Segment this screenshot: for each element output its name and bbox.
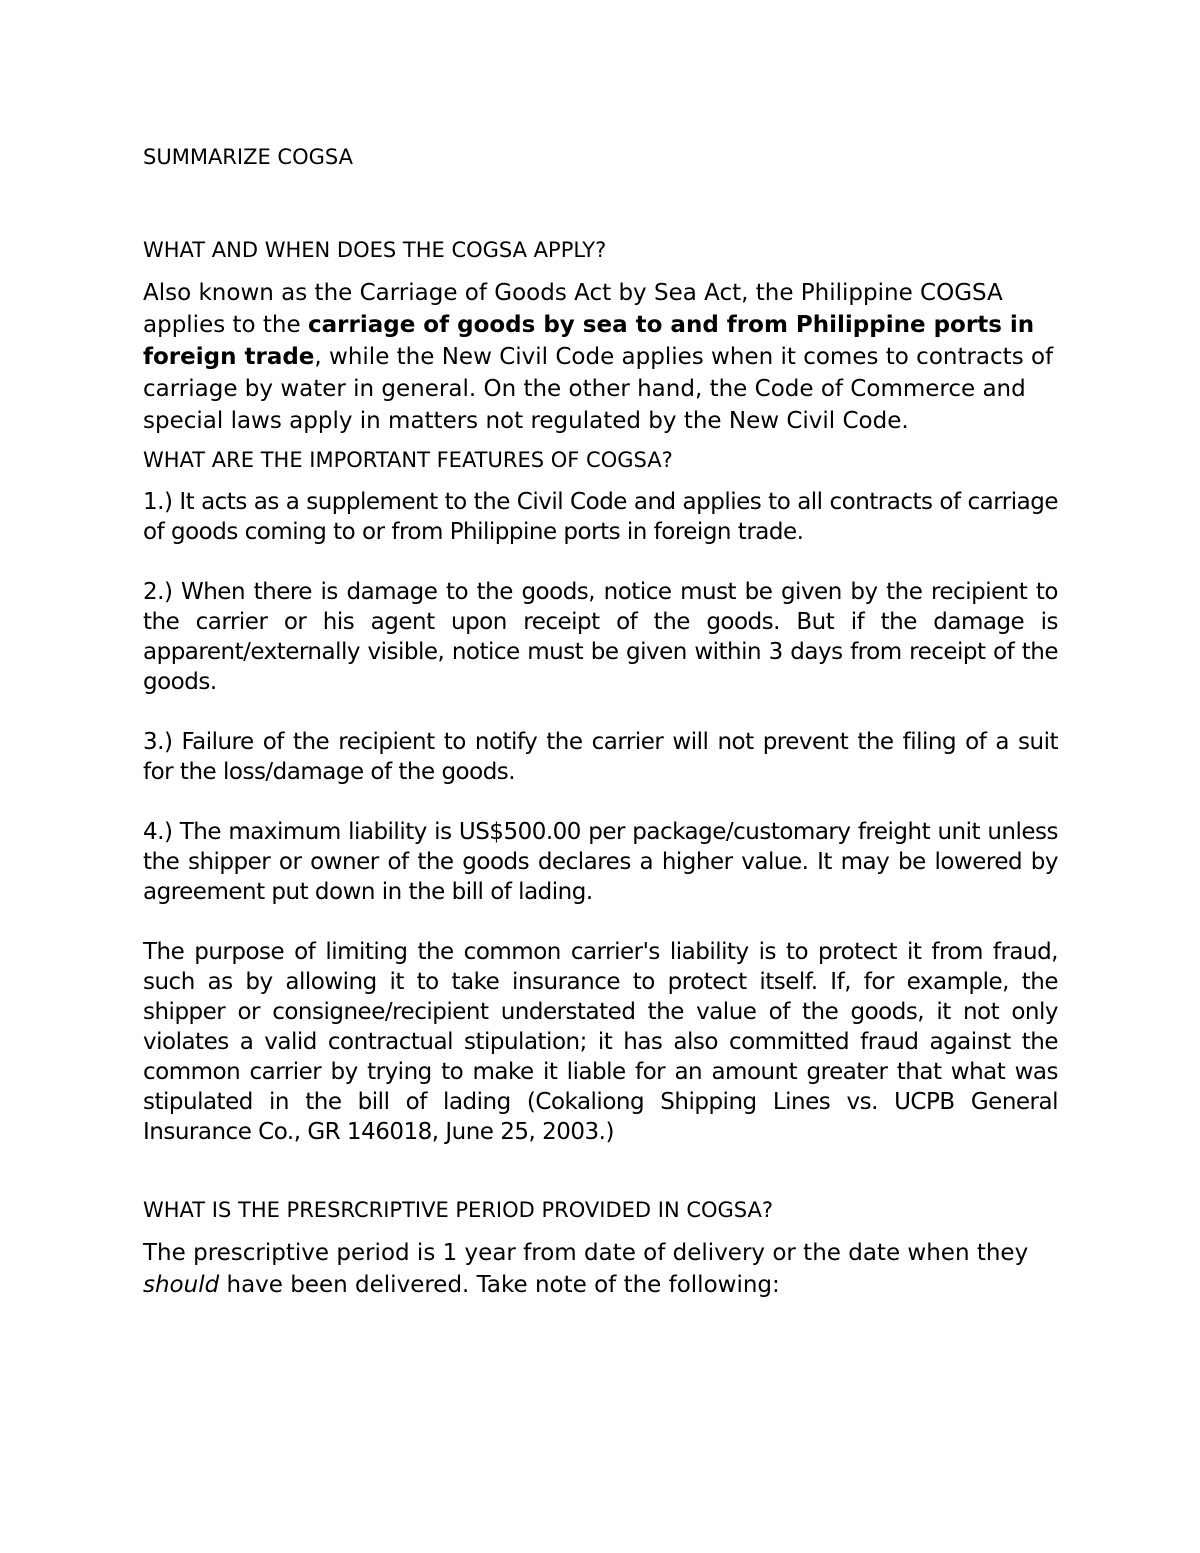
- section-heading-prescriptive: WHAT IS THE PRESRCRIPTIVE PERIOD PROVIDED IN COGSA?: [143, 1198, 774, 1222]
- prescriptive-paragraph-text-cont: have been delivered. Take note of the following:: [219, 1272, 780, 1298]
- prescriptive-paragraph: [143, 1237, 1058, 1301]
- feature-item-2: 2.) When there is damage to the goods, notice must be given by the recipient to the carrier or his agent upon receipt of the goods. But if the damage is apparent/externally visible, notice must be given within 3 days from receipt of the goods.: [143, 579, 1058, 695]
- section-heading-apply: WHAT AND WHEN DOES THE COGSA APPLY?: [143, 238, 607, 262]
- purpose-paragraph: The purpose of limiting the common carrier's liability is to protect it from fraud, such as by allowing it to take insurance to protect itself. If, for example, the shipper or consignee/recipient understated the value of the goods, it not only violates a valid contractual stipulation; it has also committed fraud against the common carrier by trying to make it liable for an amount greater that what was stipulated in the bill of lading (Cokaliong Shipping Lines vs. UCPB General Insurance Co., GR 146018, June 25, 2003.): [143, 939, 1058, 1145]
- document-page: [143, 140, 1058, 1301]
- feature-item-1: 1.) It acts as a supplement to the Civil Code and applies to all contracts of carriage of goods coming to or from Philippine ports in foreign trade.: [143, 489, 1058, 545]
- prescriptive-paragraph-text: The prescriptive period is 1 year from date of delivery or the date when they: [143, 1240, 1029, 1266]
- document-title: SUMMARIZE COGSA: [143, 145, 353, 169]
- prescriptive-paragraph-italic: should: [143, 1272, 220, 1298]
- section-heading-features: WHAT ARE THE IMPORTANT FEATURES OF COGSA?: [143, 448, 673, 472]
- feature-item-3: 3.) Failure of the recipient to notify the carrier will not prevent the filing of a suit for the loss/damage of the goods.: [143, 729, 1058, 785]
- apply-paragraph: [143, 277, 1058, 437]
- apply-paragraph-text-cont: , while the New Civil Code applies when it comes to contracts of carriage by water in general. On the other hand, the Code of Commerce and special laws apply in matters not regulated by the New Civil Code.: [143, 344, 1054, 434]
- feature-item-4: 4.) The maximum liability is US$500.00 per package/customary freight unit unless the shipper or owner of the goods declares a higher value. It may be lowered by agreement put down in the bill of lading.: [143, 819, 1058, 905]
- apply-paragraph-bold: carriage of goods by sea to and from Philippine ports in foreign trade: [143, 312, 1035, 370]
- apply-paragraph-text: Also known as the Carriage of Goods Act by Sea Act, the Philippine COGSA applies to the: [143, 280, 1003, 338]
